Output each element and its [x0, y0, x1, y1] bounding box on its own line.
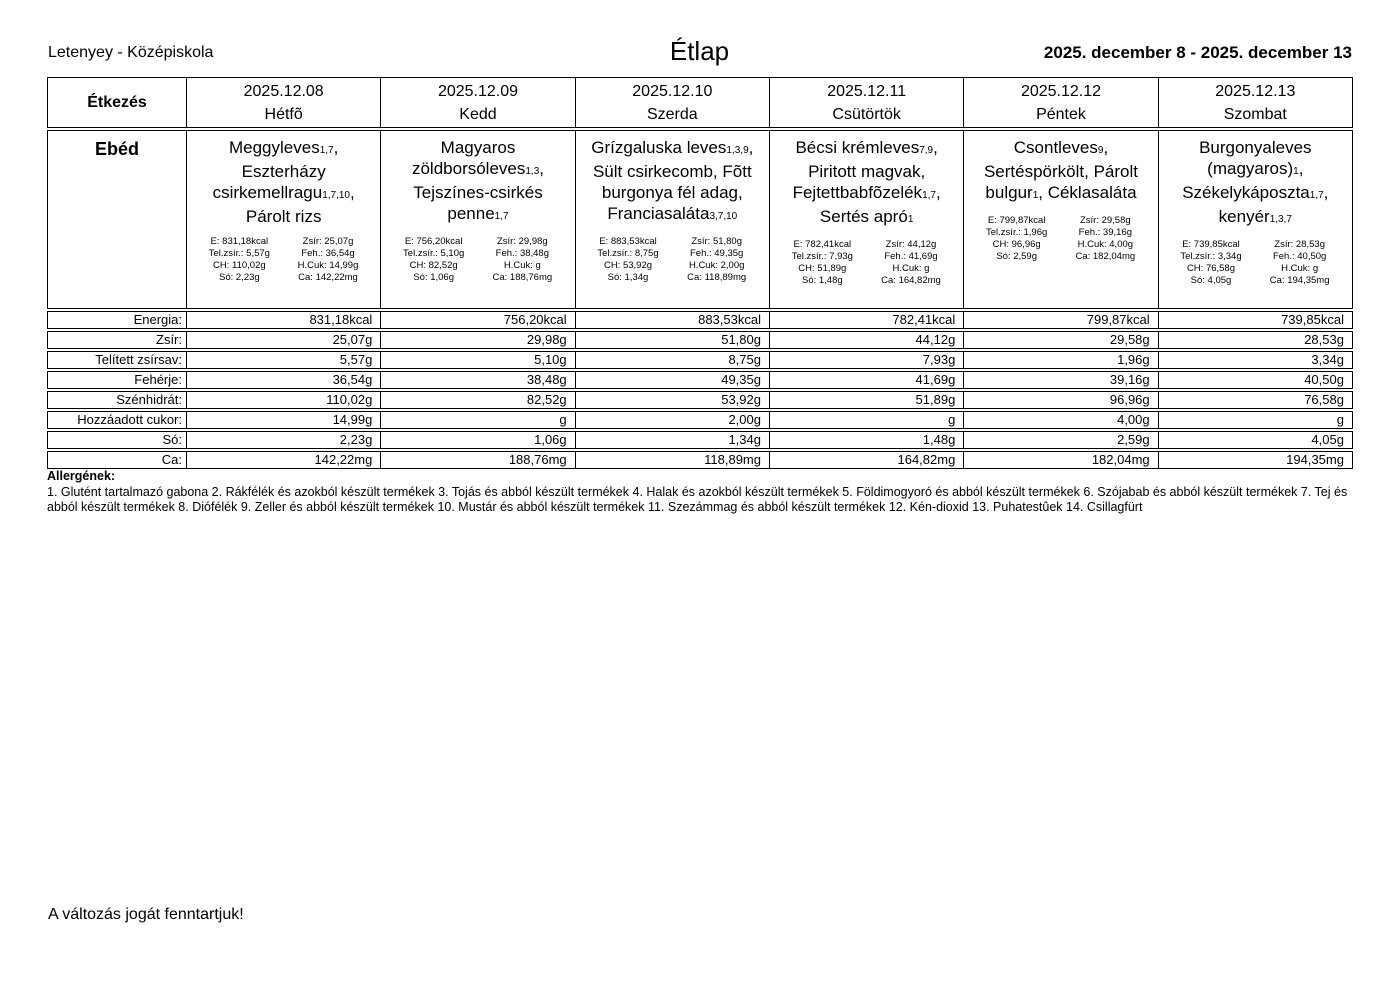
nutrition-line: E: 739,85kcal	[1182, 239, 1240, 250]
allergen-subscript: 9	[1097, 145, 1104, 156]
summary-value-cell: 51,89g	[769, 392, 963, 408]
summary-row	[47, 331, 1353, 349]
allergen-subscript: 1,7	[319, 145, 334, 156]
day-weekday: Szerda	[646, 106, 698, 123]
allergen-subscript: 1	[1293, 166, 1299, 177]
nutrition-line: Zsír: 44,12g	[885, 239, 937, 250]
table-header-row	[47, 77, 1353, 128]
nutrition-right-column	[284, 236, 373, 284]
nutrition-line: Feh.: 41,69g	[884, 251, 938, 262]
summary-value-cell: 51,80g	[575, 332, 769, 348]
nutrition-line: Zsír: 25,07g	[302, 236, 354, 247]
nutrition-line: Tel.zsír.: 7,93g	[791, 251, 853, 262]
nutrition-block	[195, 236, 372, 284]
day-column-header	[769, 78, 963, 127]
day-date: 2025.12.08	[243, 83, 324, 100]
nutrition-line: H.Cuk: g	[1281, 263, 1319, 274]
day-column-header	[1158, 78, 1352, 127]
day-weekday: Kedd	[459, 106, 497, 123]
nutrition-line: Zsír: 29,98g	[496, 236, 548, 247]
nutrition-line: Feh.: 39,16g	[1078, 227, 1132, 238]
menu-table	[47, 77, 1353, 469]
nutrition-right-column	[867, 239, 956, 287]
nutrition-line: CH: 82,52g	[409, 260, 458, 271]
day-weekday: Csütörtök	[832, 106, 901, 123]
nutrition-block	[778, 239, 955, 287]
nutrition-line: Ca: 188,76mg	[492, 272, 553, 283]
allergen-subscript: 1,7	[922, 190, 936, 201]
nutrition-block	[584, 236, 761, 284]
allergen-subscript: 1,7	[1309, 190, 1324, 201]
nutrition-left-column	[195, 236, 284, 284]
nutrition-line: Zsír: 28,53g	[1274, 239, 1325, 250]
meal-label: Ebéd	[94, 139, 139, 159]
nutrition-line: Tel.zsír.: 8,75g	[597, 248, 659, 259]
summary-value-cell: 1,34g	[575, 432, 769, 448]
allergen-subscript: 1,7	[494, 211, 509, 222]
summary-value-cell: 164,82mg	[769, 452, 963, 468]
day-column-header	[963, 78, 1157, 127]
date-range: 2025. december 8 - 2025. december 13	[1043, 43, 1352, 62]
nutrition-line: Tel.zsír.: 5,57g	[208, 248, 270, 259]
summary-value-cell: 38,48g	[380, 372, 574, 388]
nutrition-line: Zsír: 51,80g	[691, 236, 743, 247]
summary-row	[47, 391, 1353, 409]
nutrition-line: H.Cuk: 4,00g	[1077, 239, 1134, 250]
day-date: 2025.12.09	[437, 83, 519, 100]
allergen-subscript: 3,7,10	[709, 211, 738, 222]
nutrition-line: Só: 1,48g	[801, 275, 843, 286]
summary-row	[47, 411, 1353, 429]
nutrition-line: Feh.: 49,35g	[689, 248, 744, 259]
summary-row-label: Energia:	[133, 312, 182, 327]
day-date: 2025.12.10	[632, 83, 713, 100]
allergens-legend: 1. Glutént tartalmazó gabona 2. Rákfélék és azokból készült termékek 3. Tojás és abból készült termékek 4. Halak és azokból készült termékek 5. Földimogyoró és abból készült termékek 6. Szójabab és abból készült termékek 7. Tej és abból készült termékek 8. Diófélék 9. Zeller és abból készült termékek 10. Mustár és abból készült termékek 11. Szezámmag és abból készült termékek 12. Kén-dioxid 13. Puhatestûek 14. Csillagfürt	[47, 485, 1348, 514]
nutrition-line: Só: 4,05g	[1190, 275, 1232, 286]
summary-row-label: Só:	[162, 432, 182, 447]
page-title: Étlap	[669, 36, 730, 66]
summary-value-cell: 40,50g	[1158, 372, 1352, 388]
summary-value-cell: 194,35mg	[1158, 452, 1352, 468]
summary-row	[47, 311, 1353, 329]
summary-value-cell: 29,58g	[963, 332, 1157, 348]
nutrition-line: E: 756,20kcal	[404, 236, 463, 247]
nutrition-line: Só: 1,06g	[413, 272, 454, 283]
allergen-subscript: 7,9	[919, 145, 934, 156]
nutrition-line: Ca: 164,82mg	[881, 275, 941, 286]
nutrition-line: Ca: 118,89mg	[687, 272, 747, 283]
nutrition-line: Ca: 142,22mg	[298, 272, 358, 283]
nutrition-line: E: 782,41kcal	[793, 239, 852, 250]
summary-value-cell: 5,57g	[186, 352, 380, 368]
summary-value-cell: 782,41kcal	[769, 312, 963, 328]
meal-name: Csontleves9, Sertéspörkölt, Párolt bulgur1, Céklasaláta	[983, 138, 1138, 202]
day-date: 2025.12.12	[1020, 83, 1102, 100]
summary-value-cell: 2,23g	[186, 432, 380, 448]
day-weekday: Szombat	[1223, 106, 1287, 123]
nutrition-line: Tel.zsír.: 3,34g	[1180, 251, 1242, 262]
summary-value-cell: 14,99g	[186, 412, 380, 428]
nutrition-left-column	[389, 236, 478, 284]
nutrition-line: Só: 2,59g	[996, 251, 1037, 262]
nutrition-line: E: 831,18kcal	[210, 236, 269, 247]
summary-value-cell: 28,53g	[1158, 332, 1352, 348]
summary-value-cell: 41,69g	[769, 372, 963, 388]
nutrition-left-column	[584, 236, 673, 284]
nutrition-left-column	[1167, 239, 1256, 287]
nutrition-line: CH: 110,02g	[213, 260, 266, 271]
summary-value-cell: 182,04mg	[963, 452, 1157, 468]
nutrition-line: CH: 76,58g	[1186, 263, 1235, 274]
meal-cell	[1158, 131, 1352, 308]
summary-value-cell: 25,07g	[186, 332, 380, 348]
summary-value-cell: 739,85kcal	[1158, 312, 1352, 328]
footer-note: A változás jogát fenntartjuk!	[48, 906, 244, 923]
meal-name: Meggyleves1,7, Eszterházy csirkemellragu1,7,10, Párolt rizs	[212, 138, 355, 226]
summary-row-label: Zsír:	[156, 332, 182, 347]
allergens-section	[47, 469, 1353, 515]
nutrition-block	[1167, 239, 1344, 287]
day-date: 2025.12.11	[827, 83, 907, 100]
summary-row-label: Telített zsírsav:	[95, 352, 182, 367]
nutrition-line: E: 883,53kcal	[599, 236, 657, 247]
summary-row-label: Szénhidrát:	[116, 392, 182, 407]
summary-value-cell: 188,76mg	[380, 452, 574, 468]
meal-name: Grízgaluska leves1,3,9, Sült csirkecomb, Fõtt burgonya fél adag, Franciasaláta3,7,10	[591, 138, 754, 223]
meal-name: Bécsi krémleves7,9, Piritott magvak, Fejtettbabfõzelék1,7, Sertés apró1	[792, 138, 941, 226]
meal-row	[47, 130, 1353, 309]
summary-value-cell: 96,96g	[963, 392, 1157, 408]
summary-value-cell: 29,98g	[380, 332, 574, 348]
summary-value-cell: 831,18kcal	[186, 312, 380, 328]
nutrition-line: Feh.: 38,48g	[495, 248, 550, 259]
summary-value-cell: 7,93g	[769, 352, 963, 368]
nutrition-line: Só: 2,23g	[219, 272, 260, 283]
summary-value-cell: g	[1158, 412, 1352, 428]
summary-value-cell: 82,52g	[380, 392, 574, 408]
nutrition-right-column	[478, 236, 567, 284]
allergen-subscript: 1	[907, 214, 914, 225]
allergen-subscript: 1,3	[525, 166, 540, 177]
nutrition-block	[972, 215, 1149, 263]
nutrition-right-column	[1061, 215, 1150, 263]
nutrition-line: Zsír: 29,58g	[1079, 215, 1131, 226]
summary-value-cell: 118,89mg	[575, 452, 769, 468]
summary-value-cell: 76,58g	[1158, 392, 1352, 408]
nutrition-line: H.Cuk: 2,00g	[688, 260, 745, 271]
summary-value-cell: 883,53kcal	[575, 312, 769, 328]
day-weekday: Péntek	[1036, 106, 1086, 123]
summary-value-cell: 8,75g	[575, 352, 769, 368]
summary-row-label: Ca:	[161, 452, 182, 467]
nutrition-line: H.Cuk: g	[503, 260, 541, 271]
nutrition-left-column	[778, 239, 867, 287]
meal-cell	[186, 131, 380, 308]
allergen-subscript: 1,7,10	[322, 190, 350, 201]
meal-name: Magyaros zöldborsóleves1,3, Tejszínes-csirkés penne1,7	[411, 138, 545, 223]
nutrition-line: H.Cuk: 14,99g	[297, 260, 359, 271]
nutrition-line: CH: 53,92g	[603, 260, 653, 271]
nutrition-line: Feh.: 36,54g	[301, 248, 355, 259]
summary-value-cell: 4,05g	[1158, 432, 1352, 448]
summary-value-cell: 2,59g	[963, 432, 1157, 448]
nutrition-right-column	[1255, 239, 1344, 287]
summary-row-label: Fehérje:	[134, 372, 182, 387]
day-column-header	[186, 78, 380, 127]
meal-cell	[963, 131, 1157, 308]
summary-row-label: Hozzáadott cukor:	[77, 412, 182, 427]
summary-value-cell: 142,22mg	[186, 452, 380, 468]
meal-cell	[575, 131, 769, 308]
corner-label: Étkezés	[87, 93, 147, 111]
nutrition-line: Tel.zsír.: 5,10g	[403, 248, 465, 259]
day-column-header	[575, 78, 769, 127]
meal-cell	[769, 131, 963, 308]
day-weekday: Hétfõ	[264, 106, 303, 123]
allergens-heading: Allergének:	[47, 469, 116, 483]
summary-value-cell: 799,87kcal	[963, 312, 1157, 328]
day-column-header	[380, 78, 574, 127]
summary-row	[47, 371, 1353, 389]
summary-value-cell: 39,16g	[963, 372, 1157, 388]
nutrition-line: Só: 1,34g	[607, 272, 649, 283]
summary-value-cell: 1,06g	[380, 432, 574, 448]
summary-row	[47, 451, 1353, 469]
nutrition-line: H.Cuk: g	[892, 263, 930, 274]
day-date: 2025.12.13	[1215, 83, 1296, 100]
allergen-subscript: 1	[1032, 190, 1039, 201]
meal-cell	[380, 131, 574, 308]
summary-value-cell: 1,48g	[769, 432, 963, 448]
school-name: Letenyey - Középiskola	[48, 44, 214, 61]
summary-value-cell: 53,92g	[575, 392, 769, 408]
nutrition-line: E: 799,87kcal	[987, 215, 1046, 226]
summary-value-cell: 1,96g	[963, 352, 1157, 368]
nutrition-line: Tel.zsír.: 1,96g	[986, 227, 1048, 238]
meal-name: Burgonyaleves (magyaros)1, Székelykáposzta1,7, kenyér1,3,7	[1182, 138, 1329, 226]
summary-value-cell: 756,20kcal	[380, 312, 574, 328]
allergen-subscript: 1,3,9	[726, 145, 749, 156]
summary-value-cell: g	[380, 412, 574, 428]
allergen-subscript: 1,3,7	[1269, 214, 1292, 225]
summary-value-cell: 110,02g	[186, 392, 380, 408]
summary-row	[47, 351, 1353, 369]
summary-row	[47, 431, 1353, 449]
nutrition-line: Feh.: 40,50g	[1272, 251, 1327, 262]
summary-value-cell: 4,00g	[963, 412, 1157, 428]
nutrition-right-column	[672, 236, 761, 284]
nutrition-line: Ca: 194,35mg	[1269, 275, 1330, 286]
nutrition-line: CH: 96,96g	[992, 239, 1041, 250]
summary-value-cell: 44,12g	[769, 332, 963, 348]
nutrition-line: Ca: 182,04mg	[1075, 251, 1136, 262]
summary-value-cell: g	[769, 412, 963, 428]
summary-value-cell: 36,54g	[186, 372, 380, 388]
nutrition-block	[389, 236, 566, 284]
summary-value-cell: 5,10g	[380, 352, 574, 368]
nutrition-left-column	[972, 215, 1061, 263]
nutrition-line: CH: 51,89g	[798, 263, 847, 274]
summary-value-cell: 3,34g	[1158, 352, 1352, 368]
summary-value-cell: 49,35g	[575, 372, 769, 388]
summary-value-cell: 2,00g	[575, 412, 769, 428]
